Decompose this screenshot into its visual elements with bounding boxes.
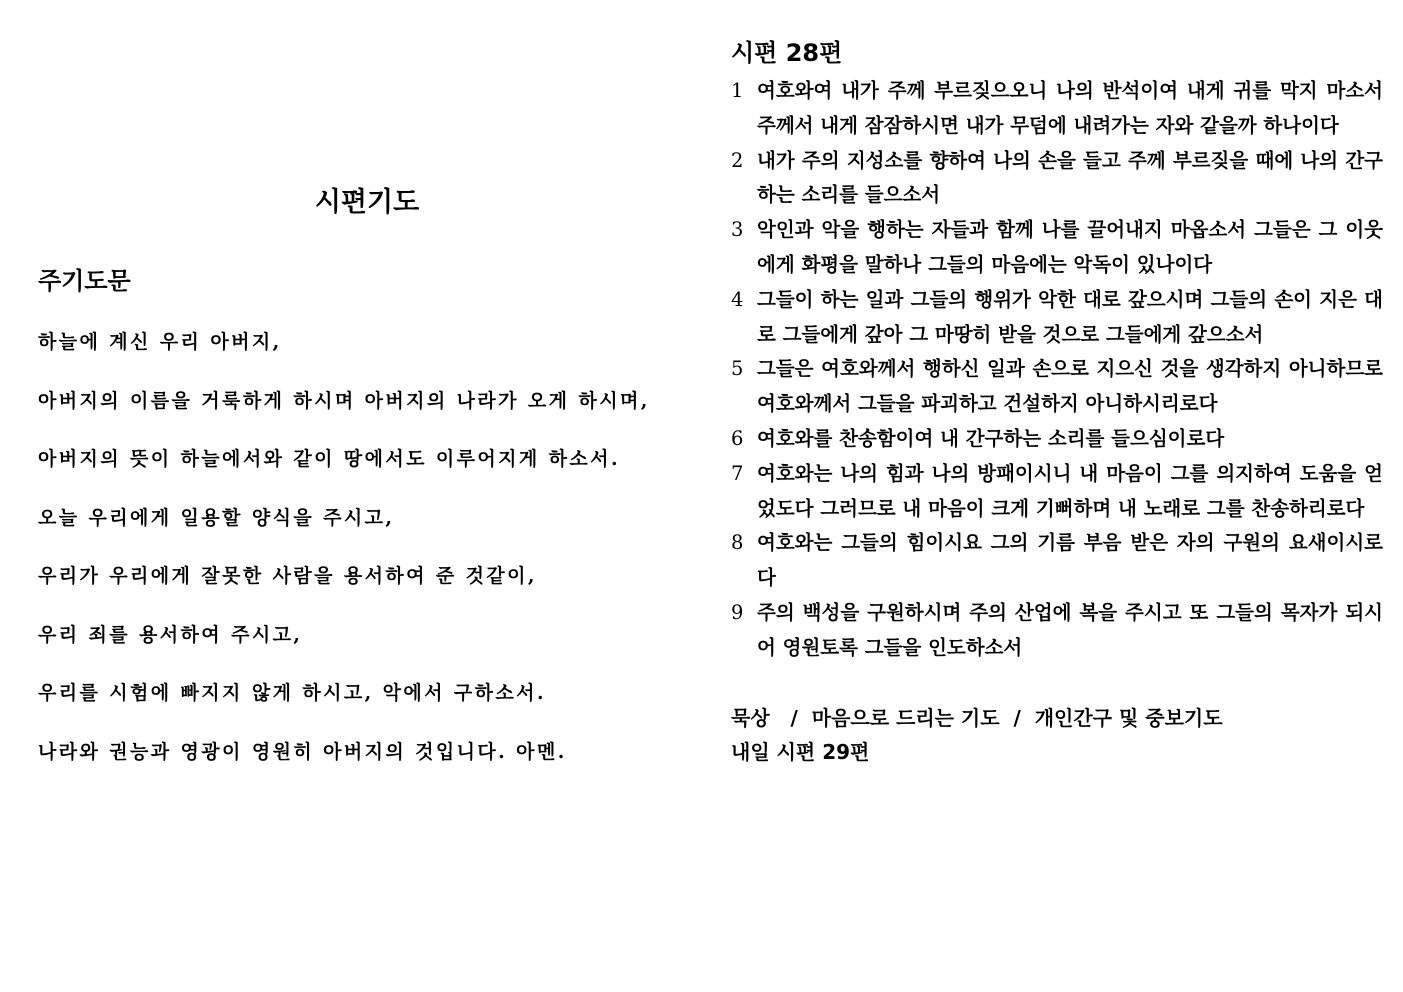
prayer-line: 우리 죄를 용서하여 주시고, xyxy=(38,623,303,646)
verse-number: 3 xyxy=(731,218,744,242)
prayer-line: 아버지의 이름을 거룩하게 하시며 아버지의 나라가 오게 하시며, xyxy=(38,389,650,412)
verse xyxy=(731,457,1383,527)
verse-text: 그들이 하는 일과 그들의 행위가 악한 대로 갚으시며 그들의 손이 지은 대로 그들에게 갚아 그 마땅히 받을 것으로 그들에게 갚으소서 xyxy=(757,287,1383,346)
verse-number: 4 xyxy=(731,287,744,311)
meditation-line: 묵상 / 마음으로 드리는 기도 / 개인간구 및 중보기도 xyxy=(731,705,1223,730)
verse xyxy=(731,144,1383,214)
verse-number: 8 xyxy=(731,531,744,555)
prayer-line: 아버지의 뜻이 하늘에서와 같이 땅에서도 이루어지게 하소서. xyxy=(38,448,620,470)
verse xyxy=(731,283,1383,353)
verse-number: 9 xyxy=(731,600,744,624)
verse-text: 여호와를 찬송함이여 내 간구하는 소리를 들으심이로다 xyxy=(757,426,1225,450)
verse-number: 6 xyxy=(731,426,744,450)
verse xyxy=(731,213,1383,283)
verse xyxy=(731,422,1383,457)
prayer-line: 하늘에 계신 우리 아버지, xyxy=(38,331,282,353)
verse xyxy=(731,74,1383,144)
verse xyxy=(731,352,1383,422)
verse-text: 악인과 악을 행하는 자들과 함께 나를 끌어내지 마옵소서 그들은 그 이웃에게 화평을 말하나 그들의 마음에는 악독이 있나이다 xyxy=(757,218,1383,276)
verse-text: 여호와는 나의 힘과 나의 방패이시니 내 마음이 그를 의지하여 도움을 얻었도다 그러므로 내 마음이 크게 기뻐하며 내 노래로 그를 찬송하리로다 xyxy=(757,461,1383,520)
verse-text: 그들은 여호와께서 행하신 일과 손으로 지으신 것을 생각하지 아니하므로 여호와께서 그들을 파괴하고 건설하지 아니하시리로다 xyxy=(757,357,1383,416)
right-column xyxy=(731,33,1383,769)
prayer-line: 나라와 권능과 영광이 영원히 아버지의 것입니다. 아멘. xyxy=(38,740,567,763)
prayer-line: 우리를 시험에 빠지지 않게 하시고, 악에서 구하소서. xyxy=(38,682,546,704)
left-column xyxy=(38,180,698,798)
lords-prayer-heading: 주기도문 xyxy=(38,267,131,295)
verse-number: 5 xyxy=(731,357,744,381)
psalm-title: 시편 28편 xyxy=(731,39,843,67)
verse-number: 7 xyxy=(731,461,744,485)
footer xyxy=(731,701,1383,769)
prayer-line: 오늘 우리에게 일용할 양식을 주시고, xyxy=(38,506,395,529)
verse-text: 여호와여 내가 주께 부르짖으오니 나의 반석이여 내게 귀를 막지 마소서 주께서 내게 잠잠하시면 내가 무덤에 내려가는 자와 같을까 하나이다 xyxy=(757,79,1383,137)
verse-number: 1 xyxy=(731,79,744,102)
prayer-line: 우리가 우리에게 잘못한 사람을 용서하여 준 것같이, xyxy=(38,565,537,587)
verse-text: 여호와는 그들의 힘이시요 그의 기름 부음 받은 자의 구원의 요새이시로다 xyxy=(757,531,1383,590)
verse-number: 2 xyxy=(731,148,744,172)
next-reading: 내일 시편 29편 xyxy=(731,739,870,764)
verse xyxy=(731,596,1383,666)
page-title: 시편기도 xyxy=(314,187,420,218)
verse xyxy=(731,526,1383,596)
verse-text: 주의 백성을 구원하시며 주의 산업에 복을 주시고 또 그들의 목자가 되시어 영원토록 그들을 인도하소서 xyxy=(757,600,1383,659)
verse-text: 내가 주의 지성소를 향하여 나의 손을 들고 주께 부르짖을 때에 나의 간구하는 소리를 들으소서 xyxy=(757,148,1383,207)
